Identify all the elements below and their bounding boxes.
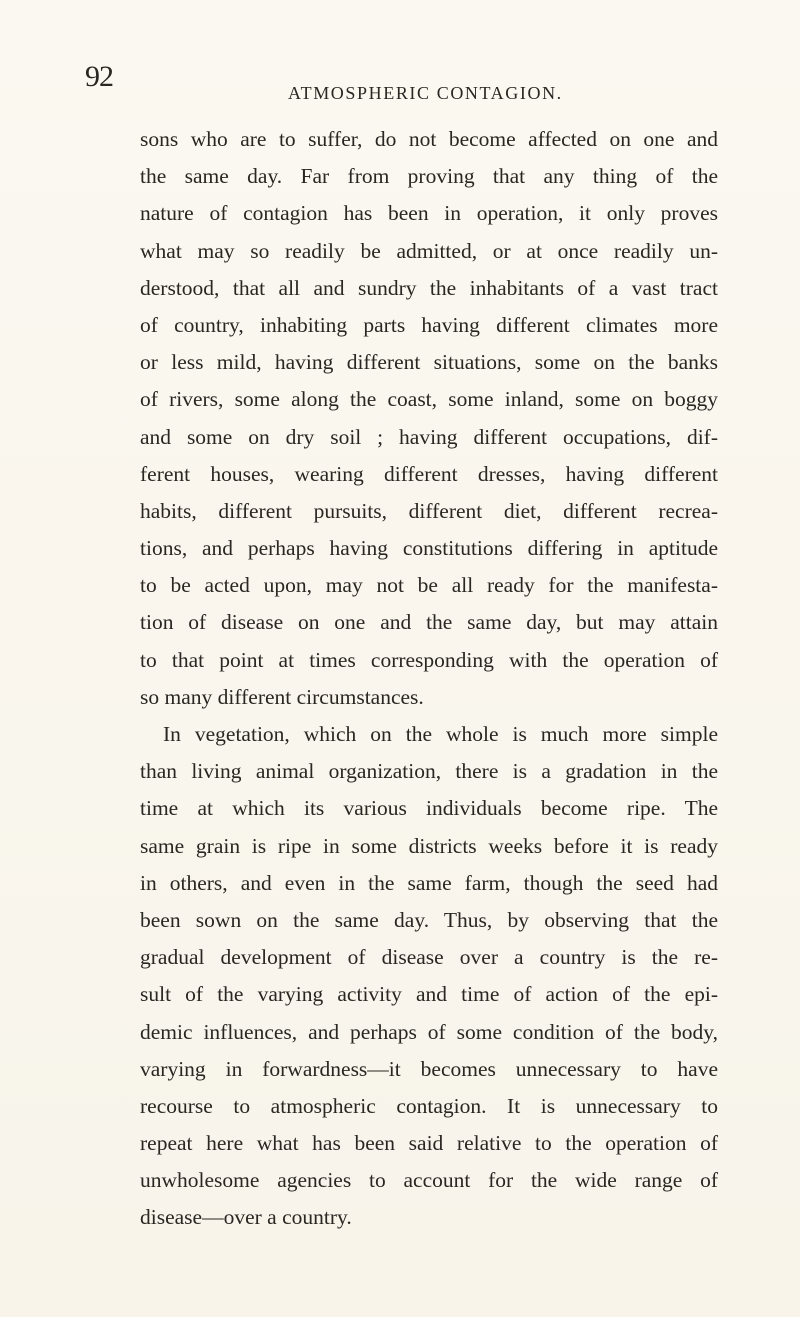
text-line: habits, different pursuits, different diet, different recrea-: [140, 498, 718, 523]
text-line: In vegetation, which on the whole is much more simple: [163, 722, 718, 746]
body-text: [140, 121, 718, 1237]
running-head: ATMOSPHERIC CONTAGION.: [288, 83, 563, 103]
text-line: sult of the varying activity and time of action of the epi-: [140, 982, 718, 1007]
text-line: in others, and even in the same farm, though the seed had: [140, 870, 718, 895]
page-number: 92: [85, 60, 113, 93]
text-line: what may so readily be admitted, or at once readily un-: [140, 238, 718, 263]
text-line: same grain is ripe in some districts weeks before it is ready: [140, 833, 718, 858]
text-line: to that point at times corresponding with the operation of: [140, 647, 718, 672]
text-line: to be acted upon, may not be all ready for the manifesta-: [140, 573, 718, 598]
text-line: tion of disease on one and the same day, but may attain: [140, 610, 718, 635]
text-line: and some on dry soil ; having different occupations, dif-: [140, 424, 718, 449]
text-line: nature of contagion has been in operation, it only proves: [140, 201, 718, 226]
text-line: repeat here what has been said relative to the operation of: [140, 1131, 718, 1156]
text-line: sons who are to suffer, do not become affected on one and: [140, 127, 718, 151]
text-line: unwholesome agencies to account for the wide range of: [140, 1168, 718, 1193]
text-line: time at which its various individuals become ripe. The: [140, 796, 718, 821]
text-line: or less mild, having different situations, some on the banks: [140, 350, 718, 375]
text-line: ferent houses, wearing different dresses, having different: [140, 461, 718, 486]
text-line: the same day. Far from proving that any thing of the: [140, 164, 718, 189]
text-line: so many different circumstances.: [140, 684, 424, 709]
text-line: disease—over a country.: [140, 1205, 352, 1230]
text-line: than living animal organization, there is a gradation in the: [140, 759, 718, 784]
text-line: demic influences, and perhaps of some condition of the body,: [140, 1019, 718, 1044]
text-line: of country, inhabiting parts having different climates more: [140, 312, 718, 337]
text-line: tions, and perhaps having constitutions differing in aptitude: [140, 536, 718, 561]
text-line: recourse to atmospheric contagion. It is unnecessary to: [140, 1093, 718, 1118]
text-line: varying in forwardness—it becomes unnecessary to have: [140, 1056, 718, 1081]
text-line: derstood, that all and sundry the inhabitants of a vast tract: [140, 275, 718, 300]
text-line: of rivers, some along the coast, some inland, some on boggy: [140, 387, 718, 412]
text-line: been sown on the same day. Thus, by observing that the: [140, 907, 718, 932]
text-line: gradual development of disease over a country is the re-: [140, 945, 718, 970]
